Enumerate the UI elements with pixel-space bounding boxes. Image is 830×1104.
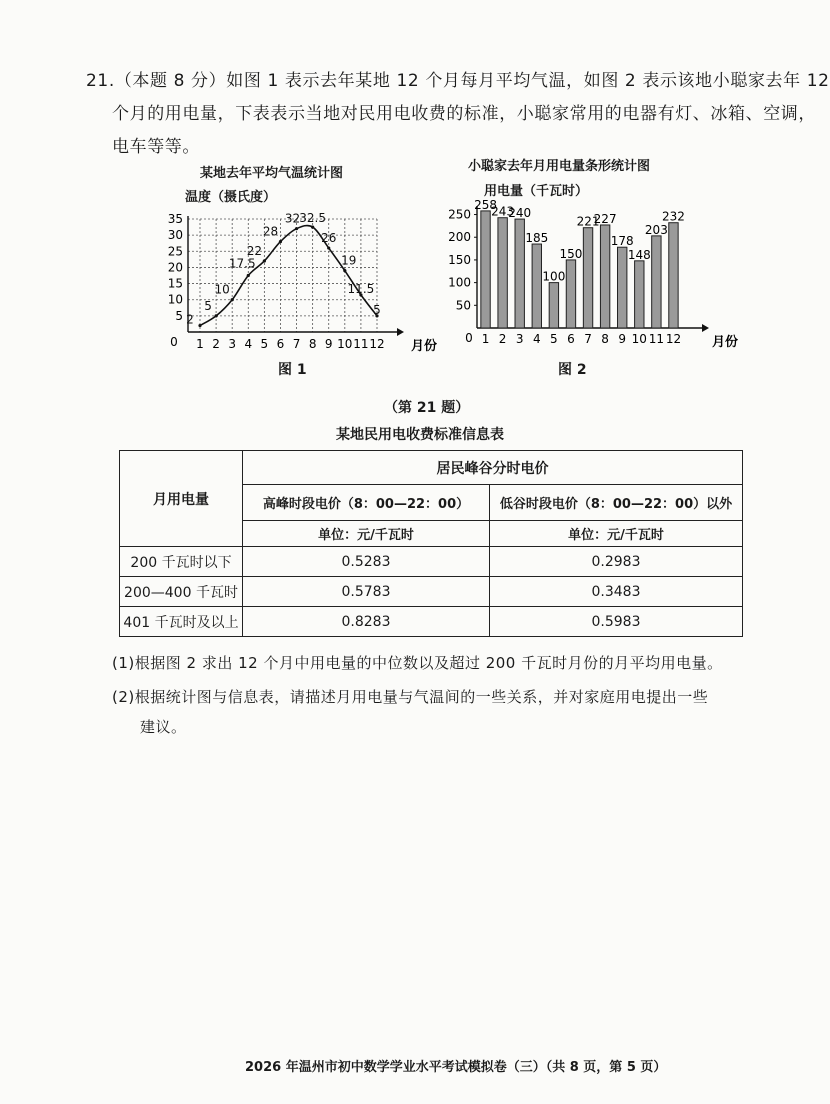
bar [566, 260, 575, 328]
x-tick-label: 6 [276, 337, 285, 351]
row-peak-price: 0.5283 [243, 547, 490, 577]
data-point [198, 324, 201, 327]
bar-value-label: 232 [662, 209, 685, 224]
row-range: 401 千瓦时及以上 [120, 607, 243, 637]
x-tick-label: 12 [665, 332, 682, 346]
row-valley-price: 0.2983 [490, 547, 743, 577]
data-label: 22 [246, 243, 263, 258]
row-range: 200 千瓦时以下 [120, 547, 243, 577]
x-tick-label: 11 [353, 337, 369, 351]
data-label: 10 [214, 282, 230, 297]
x-tick-label: 10 [337, 337, 353, 351]
data-label: 17.5 [228, 256, 256, 271]
x-tick-label: 2 [212, 337, 220, 351]
bar-value-label: 185 [525, 231, 549, 246]
data-label: 2 [186, 312, 194, 327]
chart1-tick-labels [168, 212, 437, 354]
data-point [279, 240, 282, 243]
data-point [214, 314, 217, 317]
peak-header: 高峰时段电价（8：00—22：00） [243, 485, 490, 521]
x-tick-label: 4 [244, 337, 253, 351]
subquestion-2-line-2: 建议。 [140, 718, 187, 736]
chart2-title: 小聪家去年月用电量条形统计图 [468, 159, 651, 174]
subquestion-2-line-1: (2)根据统计图与信息表，请描述月用电量与气温间的一些关系，并对家庭用电提出一些 [112, 688, 709, 706]
col-header-usage: 月用电量 [120, 451, 243, 547]
x-tick-label: 5 [260, 337, 269, 351]
chart1-data-labels [186, 211, 381, 326]
origin-label: 0 [170, 335, 178, 349]
peak-unit: 单位：元/千瓦时 [243, 521, 490, 547]
data-label: 5 [204, 298, 212, 313]
y-tick-label: 10 [167, 292, 183, 307]
y-tick-label: 15 [167, 276, 183, 291]
subquestion-1: (1)根据图 2 求出 12 个月中用电量的中位数以及超过 200 千瓦时月份的月平均用电量。 [112, 654, 723, 672]
bar-value-label: 258 [474, 197, 497, 212]
x-tick-label: 8 [601, 332, 609, 346]
x-tick-label: 7 [584, 332, 592, 346]
y-tick-label: 150 [448, 252, 471, 267]
y-tick-label: 250 [448, 207, 471, 222]
question-line-2: 个月的用电量，下表表示当地对民用电收费的标准，小聪家常用的电器有灯、冰箱、空调， [112, 104, 816, 124]
bar [498, 218, 507, 328]
x-tick-label: 3 [515, 332, 524, 346]
data-point [311, 225, 314, 228]
chart1-axes [188, 216, 404, 336]
data-point [231, 298, 234, 301]
question-line-1: 21.（本题 8 分）如图 1 表示去年某地 12 个月每月平均气温，如图 2 表示该地小聪家去年 12 [86, 71, 830, 91]
bar [618, 247, 627, 328]
x-tick-label: 4 [532, 332, 541, 346]
bar [600, 225, 609, 328]
x-tick-label: 9 [324, 337, 333, 351]
data-point [343, 269, 346, 272]
row-range: 200—400 千瓦时 [120, 577, 243, 607]
row-valley-price: 0.5983 [490, 607, 743, 637]
y-tick-label: 25 [167, 244, 183, 259]
table-row [120, 547, 743, 577]
x-tick-label: 1 [196, 337, 204, 351]
x-tick-label: 3 [228, 337, 237, 351]
data-point [263, 259, 266, 262]
chart1-title: 某地去年平均气温统计图 [200, 166, 344, 181]
x-tick-label: 12 [369, 337, 385, 351]
bar-value-label: 178 [610, 234, 634, 249]
row-peak-price: 0.8283 [243, 607, 490, 637]
x-tick-label: 2 [498, 332, 507, 346]
data-label: 11.5 [347, 281, 375, 296]
figure1-caption: 图 1 [278, 362, 307, 378]
line-chart [150, 205, 440, 365]
y-tick-label: 20 [167, 260, 183, 275]
chart1-ylabel: 温度（摄氏度） [185, 190, 277, 205]
figure2-caption: 图 2 [558, 362, 587, 378]
bar-value-label: 240 [508, 206, 532, 221]
x-tick-label: 9 [618, 332, 627, 346]
data-point [295, 227, 298, 230]
bar-value-label: 221 [576, 214, 600, 229]
table-row [120, 607, 743, 637]
x-tick-label: 10 [631, 332, 647, 346]
x-tick-label: 11 [648, 332, 665, 346]
temperature-line [200, 226, 377, 326]
data-label: 26 [321, 231, 337, 246]
table-title: 某地民用电收费标准信息表 [336, 427, 504, 443]
y-tick-label: 50 [455, 298, 471, 313]
bar-value-label: 100 [542, 269, 566, 284]
x-tick-label: 7 [292, 337, 301, 351]
bar [549, 283, 558, 328]
bar-value-label: 148 [627, 247, 651, 262]
x-axis-arrow [397, 328, 404, 336]
bar-value-label: 227 [593, 211, 617, 226]
data-point [247, 274, 250, 277]
question-line-3: 电车等等。 [112, 137, 200, 157]
bar [583, 228, 592, 328]
bar [635, 261, 644, 328]
group-header: 居民峰谷分时电价 [243, 451, 743, 485]
y-tick-label: 30 [167, 228, 183, 243]
bar [481, 211, 490, 328]
row-valley-price: 0.3483 [490, 577, 743, 607]
bar [515, 219, 524, 328]
bar-value-label: 203 [644, 222, 668, 237]
x-tick-label: 6 [567, 332, 575, 346]
fee-table [119, 450, 743, 637]
bar-value-label: 150 [559, 246, 583, 261]
bar [532, 244, 541, 328]
valley-header: 低谷时段电价（8：00—22：00）以外 [490, 485, 743, 521]
data-label: 28 [262, 224, 279, 239]
data-label: 5 [373, 302, 381, 317]
valley-unit: 单位：元/千瓦时 [490, 521, 743, 547]
y-tick-label: 35 [167, 212, 183, 226]
data-label: 32.5 [299, 211, 326, 226]
x-axis-label: 月份 [712, 335, 739, 350]
row-peak-price: 0.5783 [243, 577, 490, 607]
y-tick-label: 200 [448, 230, 471, 245]
x-tick-label: 5 [550, 332, 558, 346]
chart1-series [198, 225, 378, 327]
figure-label: （第 21 题） [384, 400, 470, 416]
x-tick-label: 8 [308, 337, 317, 351]
bar [652, 236, 661, 328]
data-label: 32 [284, 211, 301, 226]
data-label: 19 [341, 253, 357, 268]
y-tick-label: 100 [448, 275, 471, 290]
origin-label: 0 [465, 331, 473, 345]
x-axis-arrow [702, 324, 709, 332]
table-row [120, 577, 743, 607]
data-point [327, 246, 330, 249]
x-tick-label: 1 [481, 332, 490, 346]
bar [669, 223, 678, 328]
y-tick-label: 5 [175, 308, 183, 323]
bar-chart [440, 197, 739, 358]
chart2-ylabel: 用电量（千瓦时） [484, 184, 589, 199]
bar-value-label: 243 [491, 204, 515, 219]
x-axis-label: 月份 [411, 339, 438, 354]
page-footer: 2026 年温州市初中数学学业水平考试模拟卷（三）（共 8 页，第 5 页） [245, 1060, 667, 1075]
